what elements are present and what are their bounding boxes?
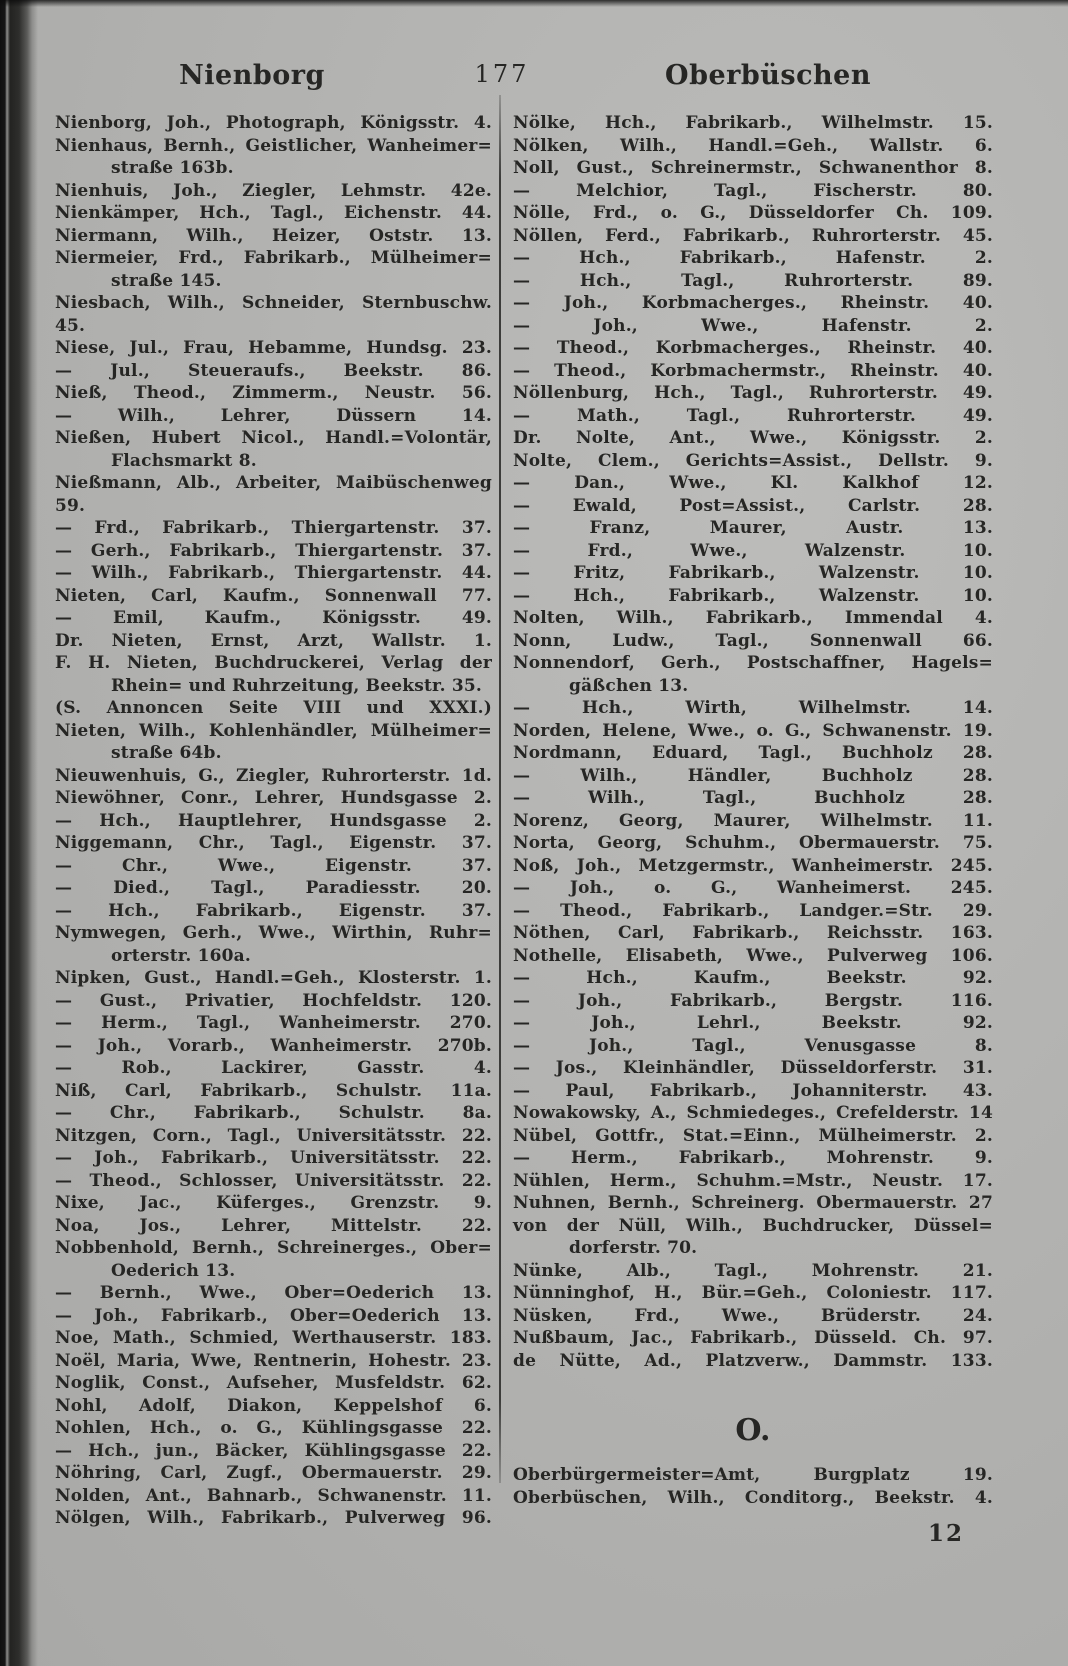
directory-entry-line: — Hch., Fabrikarb., Walzenstr. 10. (513, 585, 993, 606)
directory-entry-line: Niß, Carl, Fabrikarb., Schulstr. 11a. (55, 1080, 492, 1101)
directory-entry-line: — Joh., Korbmacherges., Rheinstr. 40. (513, 293, 993, 313)
directory-entry-line: — Theod., Korbmachermstr., Rheinstr. 40. (513, 360, 993, 381)
directory-entry-line: dorferstr. 70. (569, 1238, 698, 1258)
directory-entry-line: Nixe, Jac., Küferges., Grenzstr. 9. (55, 1193, 492, 1213)
directory-entry-line: Nieuwenhuis, G., Ziegler, Ruhrorterstr. 1d. (55, 765, 492, 786)
directory-entry-line: Nymwegen, Gerh., Wwe., Wirthin, Ruhr= (55, 923, 492, 943)
directory-entry-line: Nießen, Hubert Nicol., Handl.=Volontär, (55, 428, 492, 448)
directory-entry-line: — Hch., Kaufm., Beekstr. 92. (513, 968, 993, 988)
directory-entry-line: — Joh., Tagl., Venusgasse 8. (513, 1035, 993, 1056)
directory-entry-line: Nöllen, Ferd., Fabrikarb., Ruhrorterstr. 45. (513, 225, 993, 246)
directory-entry-line: — Wilh., Lehrer, Düssern 14. (55, 405, 492, 426)
directory-entry-line: Rhein= und Ruhrzeitung, Beekstr. 35. (111, 675, 483, 696)
directory-entry-line: Nünke, Alb., Tagl., Mohrenstr. 21. (513, 1260, 993, 1281)
directory-entry-line: Nübel, Gottfr., Stat.=Einn., Mülheimerstr. 2. (513, 1125, 993, 1146)
directory-entry-line: — Hch., jun., Bäcker, Kühlingsgasse 22. (55, 1440, 492, 1461)
directory-entry-line: — Hch., Wirth, Wilhelmstr. 14. (513, 698, 993, 718)
directory-entry-line: Nohlen, Hch., o. G., Kühlingsgasse 22. (55, 1418, 492, 1438)
directory-entry-line: Nüsken, Frd., Wwe., Brüderstr. 24. (513, 1305, 993, 1326)
page-number: 177 (474, 60, 530, 88)
directory-entry-line: F. H. Nieten, Buchdruckerei, Verlag der (55, 653, 492, 673)
directory-entry-line: — Jos., Kleinhändler, Düsseldorferstr. 31. (513, 1058, 993, 1078)
directory-entry-line: Noe, Math., Schmied, Werthauserstr. 183. (55, 1328, 492, 1348)
directory-entry-line: Niermeier, Frd., Fabrikarb., Mülheimer= (55, 248, 492, 268)
directory-entry-line: Nölken, Wilh., Handl.=Geh., Wallstr. 6. (513, 135, 993, 156)
left-column (55, 112, 492, 1530)
directory-entry-line: — Joh., o. G., Wanheimerst. 245. (513, 878, 993, 898)
directory-entry-line: Noël, Maria, Wwe, Rentnerin, Hohestr. 23. (55, 1350, 492, 1371)
directory-entry-line: Nienhaus, Bernh., Geistlicher, Wanheimer= (55, 135, 492, 156)
directory-entry-line: — Joh., Fabrikarb., Universitätsstr. 22. (55, 1148, 492, 1168)
directory-entry-line: Nienkämper, Hch., Tagl., Eichenstr. 44. (55, 203, 492, 223)
directory-entry-line: orterstr. 160a. (111, 945, 251, 966)
directory-entry-line: Oberbüschen, Wilh., Conditorg., Beekstr. 4. (513, 1487, 993, 1508)
directory-entry-line: — Hch., Hauptlehrer, Hundsgasse 2. (55, 810, 492, 831)
header-right-keyword: Oberbüschen (665, 60, 871, 91)
directory-entry-line: Nowakowsky, A., Schmiedeges., Crefelderstr. 14 (513, 1103, 993, 1123)
directory-entry-line: Niermann, Wilh., Heizer, Oststr. 13. (55, 225, 492, 246)
directory-entry-line: — Wilh., Fabrikarb., Thiergartenstr. 44. (55, 563, 492, 583)
directory-entry-line: Oberbürgermeister=Amt, Burgplatz 19. (513, 1465, 993, 1485)
directory-entry-line: — Rob., Lackirer, Gasstr. 4. (55, 1058, 492, 1078)
directory-entry-line: Nöhring, Carl, Zugf., Obermauerstr. 29. (55, 1463, 492, 1483)
directory-entry-line: — Joh., Vorarb., Wanheimerstr. 270b. (55, 1035, 492, 1056)
directory-entry-line: — Fritz, Fabrikarb., Walzenstr. 10. (513, 563, 993, 583)
directory-entry-line: Nienborg, Joh., Photograph, Königsstr. 4. (55, 113, 492, 133)
directory-entry-line: — Gerh., Fabrikarb., Thiergartenstr. 37. (55, 540, 492, 561)
directory-entry-line: gäßchen 13. (569, 675, 689, 696)
directory-entry-line: — Franz, Maurer, Austr. 13. (513, 518, 993, 538)
directory-entry-line: Dr. Nieten, Ernst, Arzt, Wallstr. 1. (55, 630, 492, 651)
directory-entry-line: — Joh., Wwe., Hafenstr. 2. (513, 315, 993, 336)
directory-entry-line: de Nütte, Ad., Platzverw., Dammstr. 133. (513, 1350, 993, 1371)
directory-entry-line: Nienhuis, Joh., Ziegler, Lehmstr. 42e. (55, 180, 492, 201)
directory-entry-line: Nießmann, Alb., Arbeiter, Maibüschenweg 59. (55, 473, 492, 516)
directory-entry-line: (S. Annoncen Seite VIII und XXXI.) (55, 698, 492, 718)
directory-entry-line: — Hch., Tagl., Ruhrorterstr. 89. (513, 270, 993, 291)
directory-entry-line: — Ewald, Post=Assist., Carlstr. 28. (513, 495, 993, 516)
directory-entry-line: — Hch., Fabrikarb., Eigenstr. 37. (55, 900, 492, 921)
directory-entry-line: — Emil, Kaufm., Königsstr. 49. (55, 608, 492, 628)
directory-entry-line: Norden, Helene, Wwe., o. G., Schwanenstr. 19. (513, 720, 993, 741)
page-top-edge-shadow (0, 0, 1068, 7)
directory-entry-line: — Wilh., Tagl., Buchholz 28. (513, 788, 993, 808)
printer-signature-number: 12 (928, 1520, 965, 1547)
directory-entry-line: Noglik, Const., Aufseher, Musfeldstr. 62. (55, 1373, 492, 1393)
directory-entry-line: Flachsmarkt 8. (111, 450, 257, 471)
directory-entry-line: straße 163b. (111, 158, 234, 178)
directory-entry-line: Niggemann, Chr., Tagl., Eigenstr. 37. (55, 833, 492, 853)
directory-entry-line: — Bernh., Wwe., Ober=Oederich 13. (55, 1283, 492, 1303)
directory-entry-line: — Theod., Schlosser, Universitätsstr. 22. (55, 1170, 492, 1191)
directory-entry-line: — Chr., Fabrikarb., Schulstr. 8a. (55, 1103, 492, 1123)
directory-entry-line: — Herm., Tagl., Wanheimerstr. 270. (55, 1013, 492, 1033)
right-column (513, 112, 993, 1509)
directory-entry-line: — Frd., Wwe., Walzenstr. 10. (513, 540, 993, 561)
directory-entry-line: — Melchior, Tagl., Fischerstr. 80. (513, 180, 993, 201)
directory-entry-line: Nöllenburg, Hch., Tagl., Ruhrorterstr. 49. (513, 383, 993, 403)
directory-entry-line: Oederich 13. (111, 1260, 236, 1281)
directory-entry-line: Nünninghof, H., Bür.=Geh., Coloniestr. 117. (513, 1283, 993, 1303)
directory-entry-line: — Theod., Korbmacherges., Rheinstr. 40. (513, 338, 993, 358)
directory-entry-line: Nieß, Theod., Zimmerm., Neustr. 56. (55, 383, 492, 403)
directory-entry-line: Nothelle, Elisabeth, Wwe., Pulverweg 106. (513, 945, 993, 966)
directory-entry-line: Nonn, Ludw., Tagl., Sonnenwall 66. (513, 630, 993, 651)
section-heading-letter: O. (735, 1413, 771, 1448)
directory-entry-line: Nühlen, Herm., Schuhm.=Mstr., Neustr. 17. (513, 1170, 993, 1191)
directory-entry-line: Nitzgen, Corn., Tagl., Universitätsstr. 22. (55, 1125, 492, 1146)
directory-entry-line: Nonnendorf, Gerh., Postschaffner, Hagels= (513, 653, 993, 673)
directory-entry-line: straße 64b. (111, 743, 222, 763)
directory-entry-line: Nußbaum, Jac., Fabrikarb., Düsseld. Ch. 97. (513, 1328, 993, 1348)
directory-entry-line: Nolten, Wilh., Fabrikarb., Immendal 4. (513, 608, 993, 628)
directory-entry-line: — Died., Tagl., Paradiesstr. 20. (55, 878, 492, 898)
header-left-keyword: Nienborg (179, 60, 325, 91)
directory-entry-line: Norenz, Georg, Maurer, Wilhelmstr. 11. (513, 810, 993, 831)
directory-entry-line: von der Nüll, Wilh., Buchdrucker, Düssel= (513, 1215, 993, 1236)
directory-entry-line: Nordmann, Eduard, Tagl., Buchholz 28. (513, 743, 993, 763)
directory-entry-line: Nieten, Carl, Kaufm., Sonnenwall 77. (55, 585, 492, 606)
directory-entry-line: Nolden, Ant., Bahnarb., Schwanenstr. 11. (55, 1485, 492, 1506)
directory-entry-line: — Dan., Wwe., Kl. Kalkhof 12. (513, 473, 993, 493)
directory-entry-line: — Math., Tagl., Ruhrorterstr. 49. (513, 405, 993, 426)
directory-entry-line: straße 145. (111, 270, 222, 291)
directory-entry-line: Nölle, Frd., o. G., Düsseldorfer Ch. 109. (513, 203, 993, 223)
book-binding-shadow (0, 0, 38, 1666)
directory-entry-line: — Joh., Lehrl., Beekstr. 92. (513, 1013, 993, 1033)
directory-entry-line: — Herm., Fabrikarb., Mohrenstr. 9. (513, 1148, 993, 1168)
directory-entry-line: — Wilh., Händler, Buchholz 28. (513, 765, 993, 786)
directory-entry-line: Dr. Nolte, Ant., Wwe., Königsstr. 2. (513, 428, 993, 448)
directory-entry-line: Niesbach, Wilh., Schneider, Sternbuschw. 45. (55, 293, 492, 336)
directory-entry-line: Nölgen, Wilh., Fabrikarb., Pulverweg 96. (55, 1508, 492, 1528)
directory-entry-line: — Jul., Steueraufs., Beekstr. 86. (55, 360, 492, 381)
directory-entry-line: Nieten, Wilh., Kohlenhändler, Mülheimer= (55, 720, 492, 741)
directory-entry-line: — Hch., Fabrikarb., Hafenstr. 2. (513, 248, 993, 268)
directory-entry-line: — Theod., Fabrikarb., Landger.=Str. 29. (513, 900, 993, 921)
directory-entry-line: Noß, Joh., Metzgermstr., Wanheimerstr. 245. (513, 855, 993, 876)
directory-entry-line: Nobbenhold, Bernh., Schreinerges., Ober= (55, 1238, 492, 1258)
directory-entry-line: — Joh., Fabrikarb., Bergstr. 116. (513, 990, 993, 1011)
directory-entry-line: — Paul, Fabrikarb., Johanniterstr. 43. (513, 1080, 993, 1101)
directory-entry-line: — Joh., Fabrikarb., Ober=Oederich 13. (55, 1305, 492, 1326)
directory-entry-line: Noll, Gust., Schreinermstr., Schwanenthor 8. (513, 158, 993, 178)
directory-entry-line: — Frd., Fabrikarb., Thiergartenstr. 37. (55, 518, 492, 538)
directory-entry-line: — Gust., Privatier, Hochfeldstr. 120. (55, 990, 492, 1011)
directory-entry-line: Niese, Jul., Frau, Hebamme, Hundsg. 23. (55, 338, 492, 358)
directory-entry-line: Nipken, Gust., Handl.=Geh., Klosterstr. 1. (55, 968, 492, 988)
column-divider-rule (499, 95, 501, 1483)
directory-entry-line: Noa, Jos., Lehrer, Mittelstr. 22. (55, 1215, 492, 1236)
directory-entry-line: Nolte, Clem., Gerichts=Assist., Dellstr. 9. (513, 450, 993, 471)
directory-entry-line: Norta, Georg, Schuhm., Obermauerstr. 75. (513, 833, 993, 853)
directory-entry-line: Nuhnen, Bernh., Schreinerg. Obermauerstr. 27 (513, 1193, 993, 1213)
running-head (0, 60, 1068, 96)
directory-entry-line: Nöthen, Carl, Fabrikarb., Reichsstr. 163. (513, 923, 993, 943)
directory-entry-line: Nohl, Adolf, Diakon, Keppelshof 6. (55, 1395, 492, 1416)
directory-entry-line: Niewöhner, Conr., Lehrer, Hundsgasse 2. (55, 788, 492, 808)
directory-entry-line: — Chr., Wwe., Eigenstr. 37. (55, 855, 492, 876)
directory-entry-line: Nölke, Hch., Fabrikarb., Wilhelmstr. 15. (513, 113, 993, 133)
